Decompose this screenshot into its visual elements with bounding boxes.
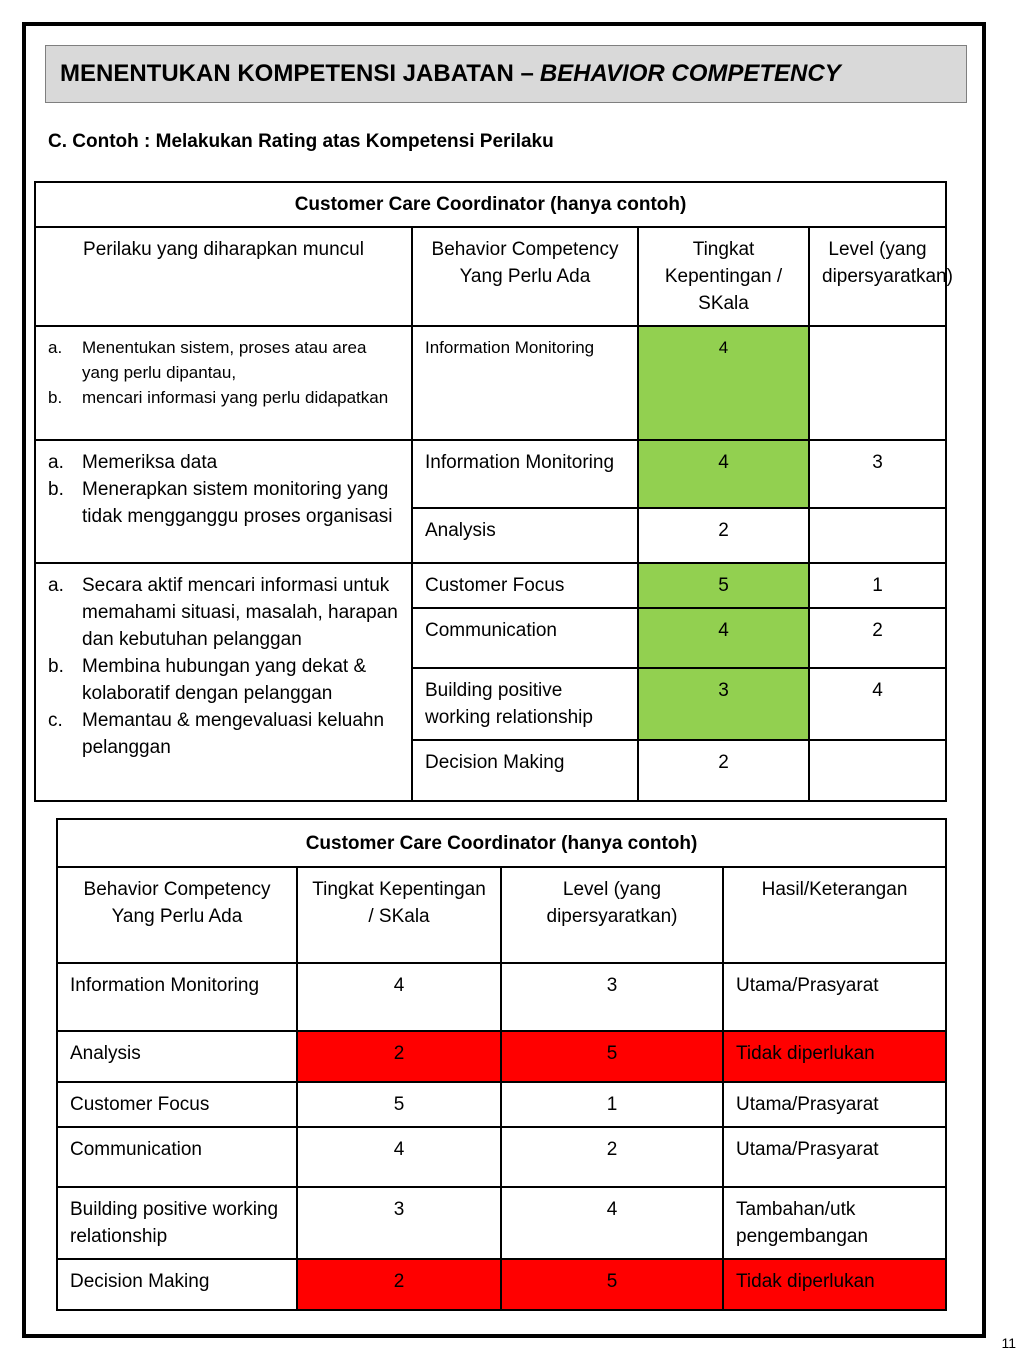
scale-cell: 2: [638, 508, 809, 563]
competency-cell: Analysis: [412, 508, 638, 563]
scale-cell: 3: [638, 668, 809, 740]
result-cell: Tidak diperlukan: [723, 1259, 946, 1310]
table-caption: Customer Care Coordinator (hanya contoh): [57, 819, 946, 867]
level-cell: [809, 326, 946, 440]
competency-cell: Information Monitoring: [412, 326, 638, 440]
level-cell: 3: [501, 963, 723, 1031]
behavior-item: Memeriksa data: [82, 452, 218, 473]
title-italic: BEHAVIOR COMPETENCY: [539, 60, 841, 87]
level-cell: 1: [809, 563, 946, 608]
competency-cell: Communication: [412, 608, 638, 668]
behavior-list-cell: [35, 563, 412, 801]
table-caption: Customer Care Coordinator (hanya contoh): [35, 182, 946, 227]
level-cell: 3: [809, 440, 946, 508]
table-row: [57, 1259, 946, 1310]
result-cell: Utama/Prasyarat: [723, 1082, 946, 1127]
column-header: Level (yang dipersyaratkan): [501, 867, 723, 963]
behavior-item: Menentukan sistem, proses atau area yang perlu dipantau,: [82, 338, 367, 382]
behavior-item: Membina hubungan yang dekat & kolaboratif dengan pelanggan: [82, 656, 367, 704]
competency-cell: Information Monitoring: [57, 963, 297, 1031]
scale-cell: 4: [638, 440, 809, 508]
scale-cell: 5: [638, 563, 809, 608]
competency-cell: Communication: [57, 1127, 297, 1187]
competency-cell: Customer Focus: [57, 1082, 297, 1127]
page-number: 11: [1001, 1335, 1016, 1351]
competency-cell: Customer Focus: [412, 563, 638, 608]
behavior-list-cell: [35, 326, 412, 440]
scale-cell: 4: [297, 963, 501, 1031]
column-header: Tingkat Kepentingan / SKala: [297, 867, 501, 963]
result-cell: Tidak diperlukan: [723, 1031, 946, 1082]
table-row: [57, 1127, 946, 1187]
behavior-item: mencari informasi yang perlu didapatkan: [82, 388, 389, 407]
title-main: MENENTUKAN KOMPETENSI JABATAN –: [60, 60, 534, 87]
table-row: [57, 963, 946, 1031]
column-header: Behavior Competency Yang Perlu Ada: [412, 227, 638, 326]
behavior-item: Memantau & mengevaluasi keluahn pelanggan: [82, 710, 385, 758]
level-cell: 4: [501, 1187, 723, 1259]
column-header: Perilaku yang diharapkan muncul: [35, 227, 412, 326]
scale-cell: 2: [638, 740, 809, 801]
competency-cell: Building positive working relationship: [57, 1187, 297, 1259]
result-cell: Utama/Prasyarat: [723, 963, 946, 1031]
table-row: [57, 1082, 946, 1127]
table-row: [57, 1031, 946, 1082]
level-cell: 5: [501, 1031, 723, 1082]
level-cell: 4: [809, 668, 946, 740]
competency-cell: Information Monitoring: [412, 440, 638, 508]
scale-cell: 4: [638, 608, 809, 668]
table-row: [35, 440, 946, 508]
column-header: Hasil/Keterangan: [723, 867, 946, 963]
level-cell: 2: [809, 608, 946, 668]
competency-cell: Analysis: [57, 1031, 297, 1082]
section-subtitle: C. Contoh : Melakukan Rating atas Kompetensi Perilaku: [48, 131, 554, 152]
scale-cell: 4: [638, 326, 809, 440]
column-header: Behavior Competency Yang Perlu Ada: [57, 867, 297, 963]
level-cell: [809, 740, 946, 801]
level-cell: [809, 508, 946, 563]
result-cell: Tambahan/utk pengembangan: [723, 1187, 946, 1259]
behavior-list-cell: [35, 440, 412, 563]
scale-cell: 3: [297, 1187, 501, 1259]
competency-cell: Decision Making: [57, 1259, 297, 1310]
scale-cell: 2: [297, 1031, 501, 1082]
result-table: [56, 818, 947, 1311]
table-row: [35, 563, 946, 608]
table-row: [35, 326, 946, 440]
behavior-item: Secara aktif mencari informasi untuk memahami situasi, masalah, harapan dan kebutuhan pelanggan: [82, 575, 398, 650]
level-cell: 5: [501, 1259, 723, 1310]
competency-cell: Decision Making: [412, 740, 638, 801]
page-title: [45, 45, 967, 103]
column-header: Tingkat Kepentingan / SKala: [638, 227, 809, 326]
behavior-item: Menerapkan sistem monitoring yang tidak mengganggu proses organisasi: [82, 479, 393, 527]
scale-cell: 5: [297, 1082, 501, 1127]
result-cell: Utama/Prasyarat: [723, 1127, 946, 1187]
rating-table: [34, 181, 953, 802]
scale-cell: 2: [297, 1259, 501, 1310]
table-row: [57, 1187, 946, 1259]
competency-cell: Building positive working relationship: [412, 668, 638, 740]
level-cell: 2: [501, 1127, 723, 1187]
scale-cell: 4: [297, 1127, 501, 1187]
column-header: Level (yang dipersyaratkan): [809, 227, 946, 326]
level-cell: 1: [501, 1082, 723, 1127]
